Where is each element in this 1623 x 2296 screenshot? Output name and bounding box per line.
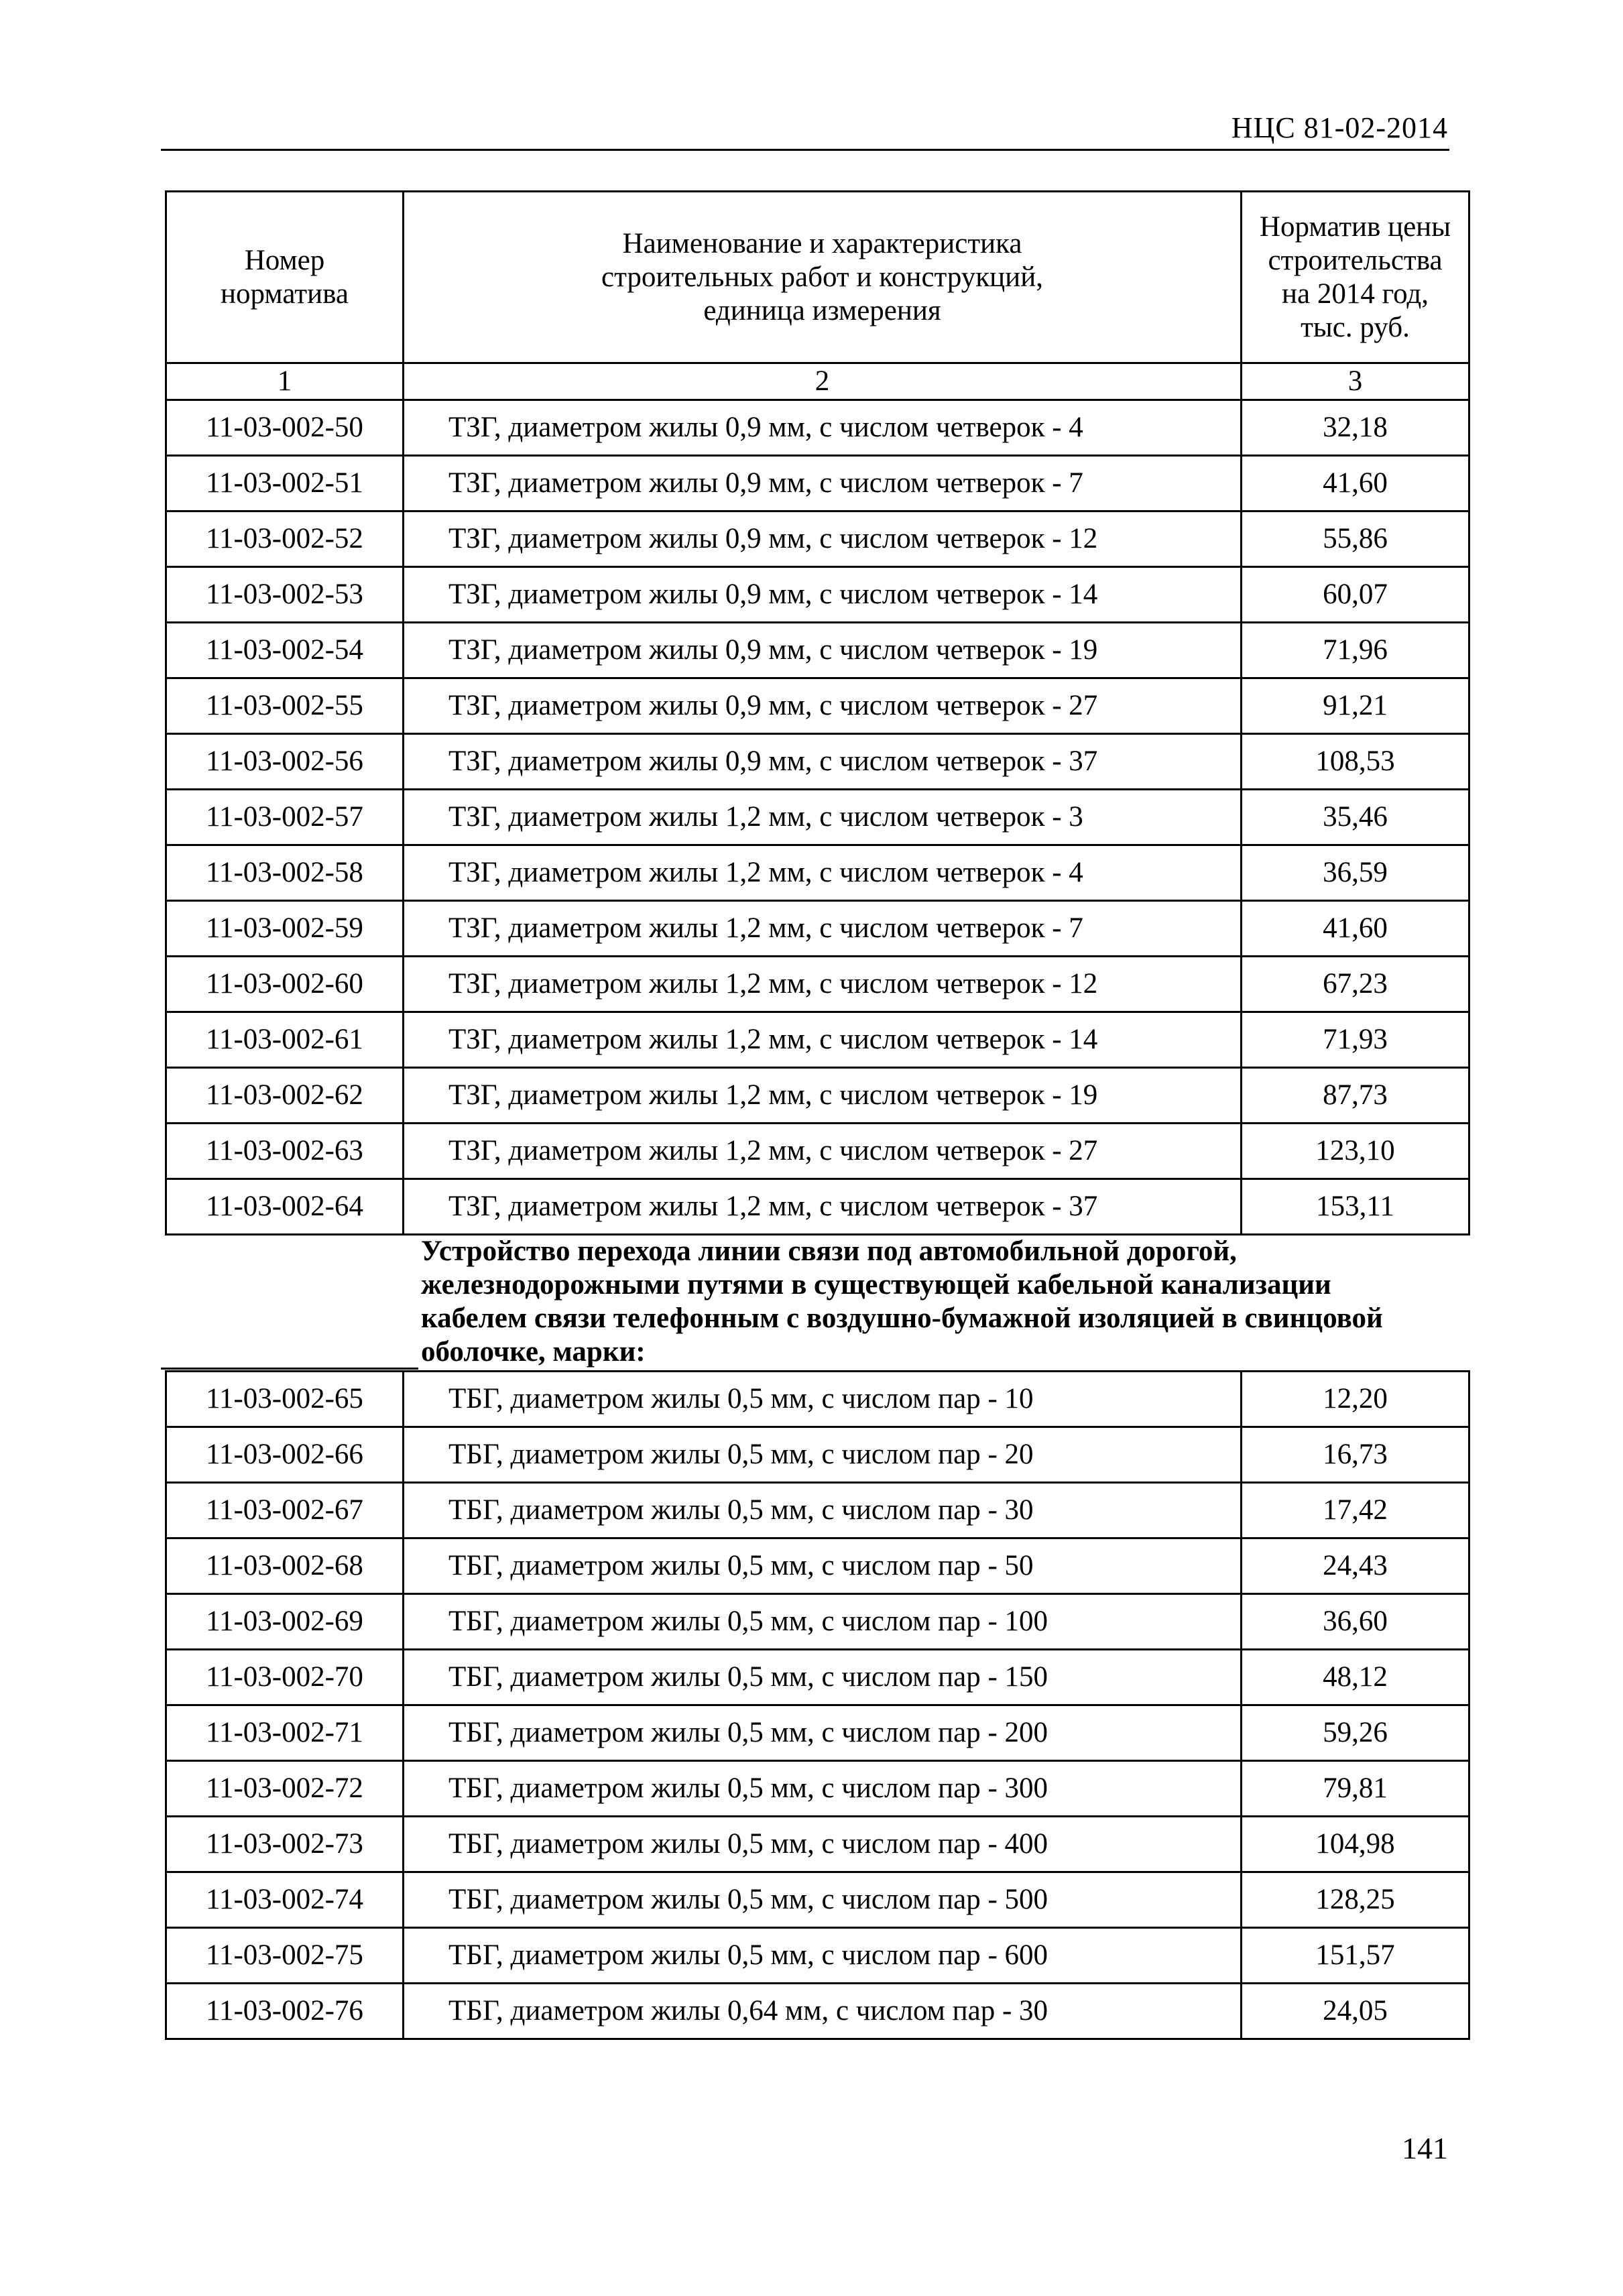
column-number-row bbox=[166, 363, 1469, 400]
norm-code-cell: 11-03-002-63 bbox=[166, 1124, 404, 1179]
work-name-cell: ТЗГ, диаметром жилы 0,9 мм, с числом четверок - 19 bbox=[404, 623, 1242, 678]
table-row bbox=[166, 1594, 1469, 1650]
table-row bbox=[166, 400, 1469, 456]
norm-code-cell: 11-03-002-76 bbox=[166, 1984, 404, 2039]
price-cell: 67,23 bbox=[1242, 957, 1469, 1012]
table-row bbox=[166, 1872, 1469, 1928]
norm-code-cell: 11-03-002-60 bbox=[166, 957, 404, 1012]
work-name-cell: ТЗГ, диаметром жилы 0,9 мм, с числом четверок - 12 bbox=[404, 511, 1242, 567]
price-cell: 35,46 bbox=[1242, 790, 1469, 845]
section-heading-line: оболочке, марки: bbox=[421, 1336, 646, 1368]
work-name-cell: ТБГ, диаметром жилы 0,5 мм, с числом пар - 500 bbox=[404, 1872, 1242, 1928]
column-number: 2 bbox=[404, 363, 1242, 400]
price-cell: 123,10 bbox=[1242, 1124, 1469, 1179]
price-cell: 41,60 bbox=[1242, 456, 1469, 511]
table-row bbox=[166, 1984, 1469, 2039]
price-cell: 32,18 bbox=[1242, 400, 1469, 456]
norm-code-cell: 11-03-002-71 bbox=[166, 1705, 404, 1761]
header-col-code bbox=[166, 192, 404, 363]
table-row bbox=[166, 1427, 1469, 1483]
price-cell: 60,07 bbox=[1242, 567, 1469, 623]
section-underline bbox=[161, 1368, 418, 1370]
price-cell: 59,26 bbox=[1242, 1705, 1469, 1761]
table-row bbox=[166, 901, 1469, 957]
work-name-cell: ТЗГ, диаметром жилы 1,2 мм, с числом четверок - 14 bbox=[404, 1012, 1242, 1068]
table-row bbox=[166, 1817, 1469, 1872]
table-row bbox=[166, 1928, 1469, 1984]
table-row bbox=[166, 567, 1469, 623]
price-cell: 16,73 bbox=[1242, 1427, 1469, 1483]
work-name-cell: ТБГ, диаметром жилы 0,5 мм, с числом пар - 200 bbox=[404, 1705, 1242, 1761]
table-row bbox=[166, 1483, 1469, 1538]
table-row bbox=[166, 734, 1469, 790]
work-name-cell: ТЗГ, диаметром жилы 1,2 мм, с числом четверок - 12 bbox=[404, 957, 1242, 1012]
norm-code-cell: 11-03-002-61 bbox=[166, 1012, 404, 1068]
norm-code-cell: 11-03-002-55 bbox=[166, 678, 404, 734]
header-col-name-line: строительных работ и конструкций, bbox=[601, 261, 1043, 293]
page-number: 141 bbox=[1402, 2131, 1448, 2165]
table-row bbox=[166, 623, 1469, 678]
table-row bbox=[166, 1124, 1469, 1179]
work-name-cell: ТБГ, диаметром жилы 0,5 мм, с числом пар - 20 bbox=[404, 1427, 1242, 1483]
work-name-cell: ТЗГ, диаметром жилы 1,2 мм, с числом четверок - 19 bbox=[404, 1068, 1242, 1124]
work-name-cell: ТЗГ, диаметром жилы 0,9 мм, с числом четверок - 37 bbox=[404, 734, 1242, 790]
price-cell: 41,60 bbox=[1242, 901, 1469, 957]
header-col-price-line: Норматив цены bbox=[1259, 210, 1451, 243]
table-row bbox=[166, 1538, 1469, 1594]
price-cell: 36,59 bbox=[1242, 845, 1469, 901]
work-name-cell: ТЗГ, диаметром жилы 0,9 мм, с числом четверок - 14 bbox=[404, 567, 1242, 623]
norm-code-cell: 11-03-002-51 bbox=[166, 456, 404, 511]
section-heading-line: железнодорожными путями в существующей кабельной канализации bbox=[421, 1269, 1331, 1301]
norm-code-cell: 11-03-002-59 bbox=[166, 901, 404, 957]
table-row bbox=[166, 790, 1469, 845]
work-name-cell: ТБГ, диаметром жилы 0,5 мм, с числом пар - 30 bbox=[404, 1483, 1242, 1538]
work-name-cell: ТБГ, диаметром жилы 0,5 мм, с числом пар - 400 bbox=[404, 1817, 1242, 1872]
price-cell: 79,81 bbox=[1242, 1761, 1469, 1817]
table-row bbox=[166, 678, 1469, 734]
header-col-code-line: норматива bbox=[221, 278, 349, 310]
price-cell: 55,86 bbox=[1242, 511, 1469, 567]
section-heading-line: Устройство перехода линии связи под автомобильной дорогой, bbox=[421, 1235, 1237, 1267]
table-row bbox=[166, 845, 1469, 901]
work-name-cell: ТБГ, диаметром жилы 0,5 мм, с числом пар - 150 bbox=[404, 1650, 1242, 1705]
norm-code-cell: 11-03-002-58 bbox=[166, 845, 404, 901]
norm-code-cell: 11-03-002-64 bbox=[166, 1179, 404, 1235]
price-cell: 24,43 bbox=[1242, 1538, 1469, 1594]
price-cell: 36,60 bbox=[1242, 1594, 1469, 1650]
header-col-price-line: на 2014 год, bbox=[1281, 278, 1429, 310]
table-row bbox=[166, 1012, 1469, 1068]
work-name-cell: ТЗГ, диаметром жилы 0,9 мм, с числом четверок - 27 bbox=[404, 678, 1242, 734]
norm-code-cell: 11-03-002-72 bbox=[166, 1761, 404, 1817]
table-row bbox=[166, 456, 1469, 511]
price-cell: 12,20 bbox=[1242, 1372, 1469, 1427]
price-cell: 151,57 bbox=[1242, 1928, 1469, 1984]
header-col-name-line: единица измерения bbox=[703, 294, 941, 326]
price-cell: 153,11 bbox=[1242, 1179, 1469, 1235]
table-row bbox=[166, 1372, 1469, 1427]
norm-code-cell: 11-03-002-50 bbox=[166, 400, 404, 456]
norm-code-cell: 11-03-002-53 bbox=[166, 567, 404, 623]
header-rule bbox=[161, 149, 1449, 151]
price-cell: 108,53 bbox=[1242, 734, 1469, 790]
table-row bbox=[166, 1705, 1469, 1761]
norm-code-cell: 11-03-002-57 bbox=[166, 790, 404, 845]
norm-code-cell: 11-03-002-62 bbox=[166, 1068, 404, 1124]
price-cell: 91,21 bbox=[1242, 678, 1469, 734]
work-name-cell: ТЗГ, диаметром жилы 1,2 мм, с числом четверок - 37 bbox=[404, 1179, 1242, 1235]
price-cell: 17,42 bbox=[1242, 1483, 1469, 1538]
table-row bbox=[166, 1179, 1469, 1235]
work-name-cell: ТЗГ, диаметром жилы 1,2 мм, с числом четверок - 7 bbox=[404, 901, 1242, 957]
work-name-cell: ТЗГ, диаметром жилы 1,2 мм, с числом четверок - 27 bbox=[404, 1124, 1242, 1179]
price-table-top bbox=[165, 190, 1470, 1235]
work-name-cell: ТБГ, диаметром жилы 0,5 мм, с числом пар - 50 bbox=[404, 1538, 1242, 1594]
norm-code-cell: 11-03-002-66 bbox=[166, 1427, 404, 1483]
price-cell: 87,73 bbox=[1242, 1068, 1469, 1124]
table-row bbox=[166, 1650, 1469, 1705]
header-col-name bbox=[404, 192, 1242, 363]
norm-code-cell: 11-03-002-54 bbox=[166, 623, 404, 678]
norm-code-cell: 11-03-002-68 bbox=[166, 1538, 404, 1594]
work-name-cell: ТЗГ, диаметром жилы 1,2 мм, с числом четверок - 4 bbox=[404, 845, 1242, 901]
work-name-cell: ТБГ, диаметром жилы 0,5 мм, с числом пар - 10 bbox=[404, 1372, 1242, 1427]
norm-code-cell: 11-03-002-67 bbox=[166, 1483, 404, 1538]
work-name-cell: ТЗГ, диаметром жилы 1,2 мм, с числом четверок - 3 bbox=[404, 790, 1242, 845]
norm-code-cell: 11-03-002-75 bbox=[166, 1928, 404, 1984]
header-col-price bbox=[1242, 192, 1469, 363]
section-heading-line: кабелем связи телефонным с воздушно-бумажной изоляцией в свинцовой bbox=[421, 1303, 1383, 1334]
price-table-bottom bbox=[165, 1370, 1470, 2040]
work-name-cell: ТБГ, диаметром жилы 0,64 мм, с числом пар - 30 bbox=[404, 1984, 1242, 2039]
norm-code-cell: 11-03-002-73 bbox=[166, 1817, 404, 1872]
norm-code-cell: 11-03-002-69 bbox=[166, 1594, 404, 1650]
table-row bbox=[166, 1761, 1469, 1817]
norm-code-cell: 11-03-002-56 bbox=[166, 734, 404, 790]
header-col-price-line: тыс. руб. bbox=[1301, 311, 1410, 343]
header-col-price-line: строительства bbox=[1268, 244, 1443, 276]
work-name-cell: ТБГ, диаметром жилы 0,5 мм, с числом пар - 300 bbox=[404, 1761, 1242, 1817]
table-row bbox=[166, 511, 1469, 567]
header-col-name-line: Наименование и характеристика bbox=[622, 227, 1022, 259]
document-code: НЦС 81-02-2014 bbox=[1231, 111, 1448, 144]
norm-code-cell: 11-03-002-65 bbox=[166, 1372, 404, 1427]
section-heading bbox=[421, 1235, 1467, 1369]
work-name-cell: ТБГ, диаметром жилы 0,5 мм, с числом пар - 100 bbox=[404, 1594, 1242, 1650]
price-cell: 71,96 bbox=[1242, 623, 1469, 678]
table-row bbox=[166, 1068, 1469, 1124]
work-name-cell: ТЗГ, диаметром жилы 0,9 мм, с числом четверок - 4 bbox=[404, 400, 1242, 456]
work-name-cell: ТЗГ, диаметром жилы 0,9 мм, с числом четверок - 7 bbox=[404, 456, 1242, 511]
column-number: 3 bbox=[1242, 363, 1469, 400]
column-number: 1 bbox=[166, 363, 404, 400]
header-col-code-line: Номер bbox=[244, 244, 325, 276]
price-cell: 24,05 bbox=[1242, 1984, 1469, 2039]
price-cell: 71,93 bbox=[1242, 1012, 1469, 1068]
table-row bbox=[166, 957, 1469, 1012]
norm-code-cell: 11-03-002-52 bbox=[166, 511, 404, 567]
price-cell: 48,12 bbox=[1242, 1650, 1469, 1705]
norm-code-cell: 11-03-002-74 bbox=[166, 1872, 404, 1928]
price-cell: 104,98 bbox=[1242, 1817, 1469, 1872]
work-name-cell: ТБГ, диаметром жилы 0,5 мм, с числом пар - 600 bbox=[404, 1928, 1242, 1984]
table-header-row bbox=[166, 192, 1469, 363]
norm-code-cell: 11-03-002-70 bbox=[166, 1650, 404, 1705]
price-cell: 128,25 bbox=[1242, 1872, 1469, 1928]
